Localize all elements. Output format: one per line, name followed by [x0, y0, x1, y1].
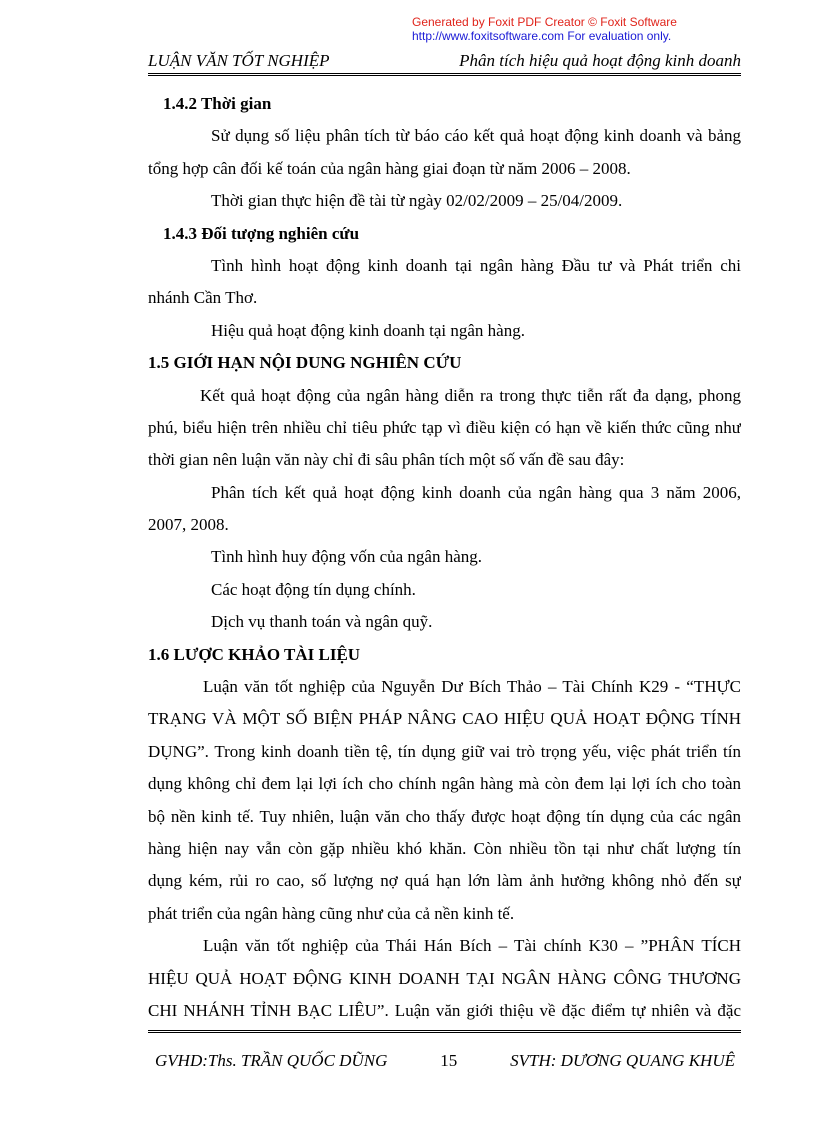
watermark-line-1: Generated by Foxit PDF Creator © Foxit Software: [412, 15, 677, 29]
paragraph-line: Luận văn tốt nghiệp của Nguyễn Dư Bích Thảo – Tài Chính K29 - “THỰC: [203, 677, 741, 697]
section-heading-1-5: 1.5 GIỚI HẠN NỘI DUNG NGHIÊN CỨU: [148, 353, 462, 373]
page-footer: [155, 1050, 735, 1072]
header-left-title: LUẬN VĂN TỐT NGHIỆP: [148, 51, 330, 70]
footer-advisor: GVHD:Ths. TRẦN QUỐC DŨNG: [155, 1051, 388, 1070]
paragraph-line: Thời gian thực hiện đề tài từ ngày 02/02/2009 – 25/04/2009.: [211, 191, 623, 211]
list-item: Dịch vụ thanh toán và ngân quỹ.: [211, 612, 433, 632]
paragraph-line: dụng kém, rủi ro cao, số lượng nợ quá hạn lớn làm ảnh hưởng không nhỏ đến sự: [148, 871, 741, 891]
paragraph-line: DỤNG”. Trong kinh doanh tiền tệ, tín dụng giữ vai trò trọng yếu, việc phát triển tín: [148, 741, 741, 761]
paragraph-line: tổng hợp cân đối kế toán của ngân hàng giai đoạn từ năm 2006 – 2008.: [148, 158, 631, 178]
paragraph-line: HIỆU QUẢ HOẠT ĐỘNG KINH DOANH TẠI NGÂN HÀNG CÔNG THƯƠNG: [148, 968, 741, 988]
paragraph-line: dụng không chỉ đem lại lợi ích cho chính ngân hàng mà còn đem lại lợi ích cho toàn: [148, 774, 741, 794]
paragraph-line: CHI NHÁNH TỈNH BẠC LIÊU”. Luận văn giới thiệu về đặc điểm tự nhiên và đặc: [148, 1000, 741, 1020]
page-body: [148, 88, 741, 1027]
foxit-watermark: [412, 15, 712, 43]
paragraph-line: Phân tích kết quả hoạt động kinh doanh của ngân hàng qua 3 năm 2006,: [211, 482, 741, 502]
paragraph-line: phát triển của ngân hàng cũng như của cả nền kinh tế.: [148, 903, 515, 923]
footer-divider: [148, 1030, 741, 1033]
paragraph-line: hàng hiện nay vẫn còn gặp nhiều khó khăn. Còn nhiều tồn tại như chất lượng tín: [148, 838, 741, 858]
paragraph-line: Luận văn tốt nghiệp của Thái Hán Bích – Tài chính K30 – ”PHÂN TÍCH: [203, 936, 741, 956]
paragraph-line: Hiệu quả hoạt động kinh doanh tại ngân hàng.: [211, 320, 525, 340]
page-header: [148, 50, 741, 76]
section-heading-1-4-3: 1.4.3 Đối tượng nghiên cứu: [163, 223, 360, 243]
paragraph-line: Sử dụng số liệu phân tích từ báo cáo kết quả hoạt động kinh doanh và bảng: [211, 126, 741, 146]
list-item: Tình hình huy động vốn của ngân hàng.: [211, 547, 483, 567]
paragraph-line: nhánh Cần Thơ.: [148, 288, 258, 308]
paragraph-line: thời gian nên luận văn này chỉ đi sâu phân tích một số vấn đề sau đây:: [148, 450, 625, 470]
paragraph-line: TRẠNG VÀ MỘT SỐ BIỆN PHÁP NÂNG CAO HIỆU QUẢ HOẠT ĐỘNG TÍNH: [148, 709, 741, 729]
paragraph-line: Tình hình hoạt động kinh doanh tại ngân hàng Đầu tư và Phát triển chi: [211, 255, 741, 275]
list-item: Các hoạt động tín dụng chính.: [211, 579, 416, 599]
page-number: 15: [440, 1051, 458, 1070]
section-heading-1-4-2: 1.4.2 Thời gian: [163, 94, 272, 113]
footer-student: SVTH: DƯƠNG QUANG KHUÊ: [510, 1051, 735, 1070]
paragraph-line: phú, biểu hiện trên nhiều chỉ tiêu phức tạp vì điều kiện có hạn về kiến thức cũng như: [148, 417, 741, 437]
watermark-line-2: http://www.foxitsoftware.com For evaluation only.: [412, 29, 672, 43]
header-right-title: Phân tích hiệu quả hoạt động kinh doanh: [459, 51, 741, 70]
paragraph-line: Kết quả hoạt động của ngân hàng diễn ra trong thực tiễn rất đa dạng, phong: [200, 385, 741, 405]
section-heading-1-6: 1.6 LƯỢC KHẢO TÀI LIỆU: [148, 644, 361, 664]
paragraph-line: 2007, 2008.: [148, 515, 229, 535]
paragraph-line: bộ nền kinh tế. Tuy nhiên, luận văn cho thấy được hoạt động tín dụng của các ngân: [148, 806, 741, 826]
